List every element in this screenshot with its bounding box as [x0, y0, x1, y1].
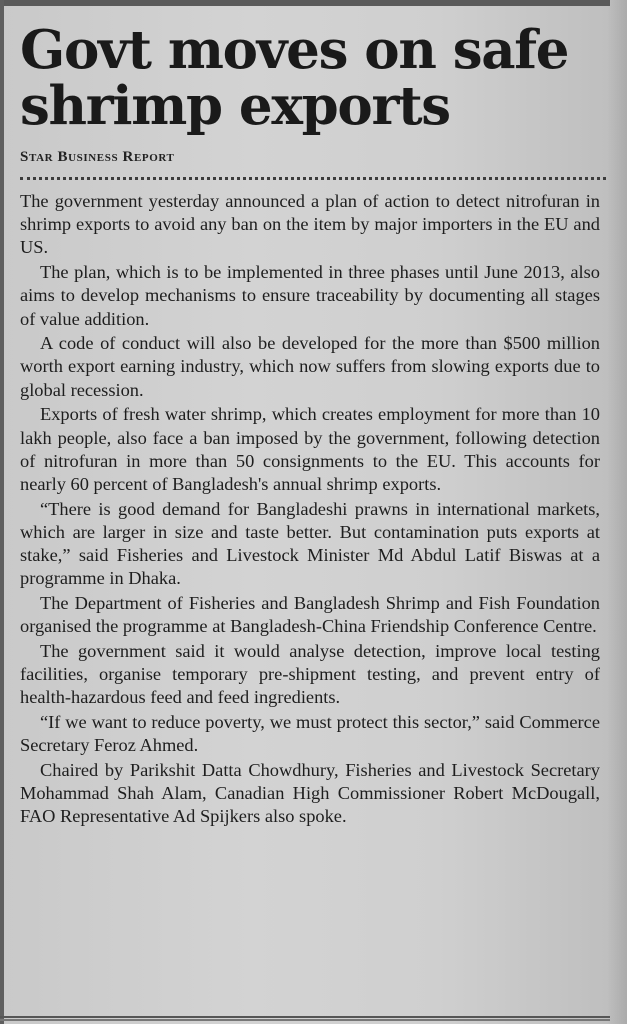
byline: Star Business Report [20, 149, 175, 165]
paragraph-7: The government said it would analyse detection, improve local testing facilities, organise temporary pre-shipment testing, and prevent entry of health-hazardous feed and feed ingredients. [20, 640, 600, 708]
paragraph-1: The government yesterday announced a plan of action to detect nitrofuran in shrimp exports to avoid any ban on the item by major importers in the EU and US. [20, 191, 600, 258]
paragraph-5: “There is good demand for Bangladeshi prawns in international markets, which are larger in size and taste better. But contamination puts exports at stake,” said Fisheries and Livestock Minister Md Abdul Latif Biswas at a programme in Dhaka. [20, 498, 600, 589]
paragraph-8: “If we want to reduce poverty, we must protect this sector,” said Commerce Secretary Feroz Ahmed. [20, 711, 600, 756]
paragraph-3: A code of conduct will also be developed for the more than $500 million worth export earning industry, which now suffers from slowing exports due to global recession. [20, 333, 600, 400]
article [20, 19, 600, 830]
article-body [20, 190, 600, 828]
top-rule [0, 0, 610, 6]
left-column-rule [0, 0, 4, 1024]
paragraph-9: Chaired by Parikshit Datta Chowdhury, Fisheries and Livestock Secretary Mohammad Shah Alam, Canadian High Commissioner Robert McDougall, FAO Representative Ad Spijkers also spoke. [20, 759, 600, 827]
headline: Govt moves on safe shrimp exports [20, 19, 569, 137]
paragraph-2: The plan, which is to be implemented in three phases until June 2013, also aims to develop mechanisms to ensure traceability by documenting all stages of value addition. [20, 262, 600, 329]
paragraph-4: Exports of fresh water shrimp, which creates employment for more than 10 lakh people, also face a ban imposed by the government, following detection of nitrofuran in more than 50 consignments to the EU. This accounts for nearly 60 percent of Bangladesh's annual shrimp exports. [20, 404, 600, 494]
dotted-separator [20, 177, 606, 180]
paragraph-6: The Department of Fisheries and Bangladesh Shrimp and Fish Foundation organised the programme at Bangladesh-China Friendship Conference Centre. [20, 592, 600, 637]
paper-shadow [607, 0, 627, 1024]
bottom-rule [0, 1016, 610, 1018]
